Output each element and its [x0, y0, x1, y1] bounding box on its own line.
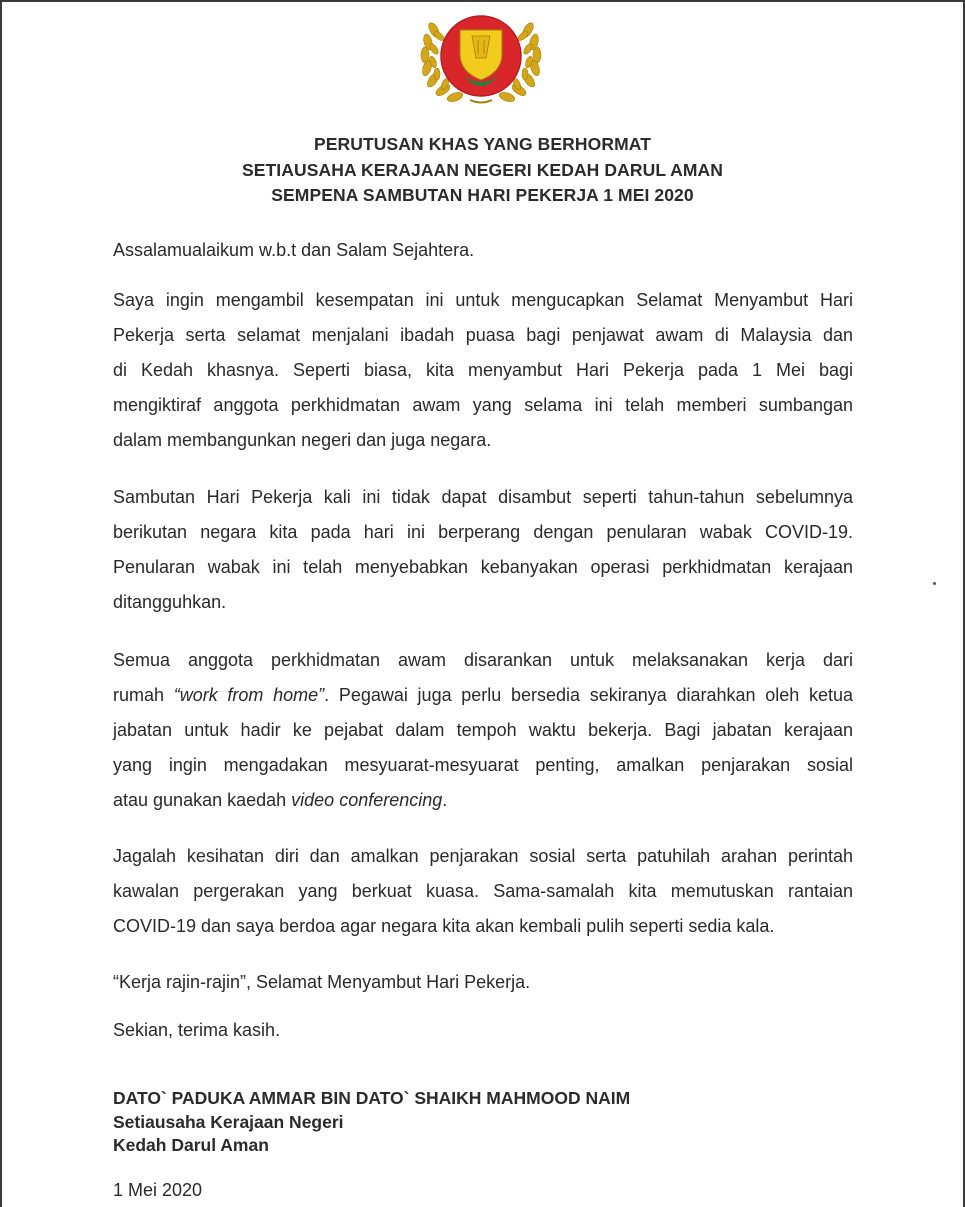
- paragraph-3: [113, 643, 853, 818]
- paragraph-4-line: COVID-19 dan saya berdoa agar negara kita akan kembali pulih seperti sedia kala.: [113, 916, 775, 936]
- paragraph-2-line: Sambutan Hari Pekerja kali ini tidak dapat disambut seperti tahun-tahun sebelumnya: [113, 487, 853, 507]
- paragraph-3-line: Semua anggota perkhidmatan awam disarankan untuk melaksanakan kerja dari: [113, 650, 853, 670]
- paragraph-3-line: [113, 678, 853, 713]
- paragraph-4: [113, 839, 853, 944]
- paragraph-1: [113, 283, 853, 458]
- paragraph-3-line: [113, 783, 853, 818]
- video-conferencing-phrase: video conferencing: [291, 790, 443, 810]
- closing-text: Sekian, terima kasih.: [113, 1020, 281, 1040]
- signatory-name: DATO` PADUKA AMMAR BIN DATO` SHAIKH MAHMOOD NAIM: [113, 1088, 631, 1108]
- letter-date: 1 Mei 2020: [113, 1180, 203, 1200]
- signatory-place: Kedah Darul Aman: [113, 1135, 269, 1155]
- paragraph-5: [113, 965, 853, 1000]
- closing: [113, 1013, 853, 1048]
- paragraph-3-text: . Pegawai juga perlu bersedia sekiranya diarahkan oleh ketua: [324, 685, 853, 705]
- title-line-3: SEMPENA SAMBUTAN HARI PEKERJA 1 MEI 2020: [271, 185, 694, 205]
- work-from-home-phrase: “work from home”: [173, 685, 325, 705]
- greeting: [113, 233, 853, 268]
- paragraph-1-line: Saya ingin mengambil kesempatan ini untuk mengucapkan Selamat Menyambut Hari: [113, 290, 853, 310]
- page-border-top: [0, 0, 965, 2]
- paragraph-2-line: Penularan wabak ini telah menyebabkan kebanyakan operasi perkhidmatan kerajaan: [113, 557, 853, 577]
- greeting-text: Assalamualaikum w.b.t dan Salam Sejahtera.: [113, 240, 475, 260]
- paragraph-4-line: Jagalah kesihatan diri dan amalkan penjarakan sosial serta patuhilah arahan perintah: [113, 846, 853, 866]
- scan-speck: [933, 582, 936, 585]
- title-line-2: SETIAUSAHA KERAJAAN NEGERI KEDAH DARUL AMAN: [241, 160, 724, 180]
- paragraph-1-line: mengiktiraf anggota perkhidmatan awam yang selama ini telah memberi sumbangan: [113, 395, 853, 415]
- signatory-position: Setiausaha Kerajaan Negeri: [113, 1112, 344, 1132]
- paragraph-2-line: berikutan negara kita pada hari ini berperang dengan penularan wabak COVID-19.: [113, 522, 853, 542]
- paragraph-5-text: “Kerja rajin-rajin”, Selamat Menyambut Hari Pekerja.: [113, 972, 531, 992]
- title-line-1: PERUTUSAN KHAS YANG BERHORMAT: [313, 134, 652, 154]
- paragraph-3-text: .: [442, 790, 448, 810]
- paragraph-3-line: jabatan untuk hadir ke pejabat dalam tempoh waktu bekerja. Bagi jabatan kerajaan: [113, 720, 853, 740]
- paragraph-3-text: rumah: [113, 685, 174, 705]
- paragraph-1-line: Pekerja serta selamat menjalani ibadah puasa bagi penjawat awam di Malaysia dan: [113, 325, 853, 345]
- paragraph-1-line: dalam membangunkan negeri dan juga negara.: [113, 430, 492, 450]
- kedah-state-crest-icon: [412, 6, 550, 106]
- paragraph-2-line: ditangguhkan.: [113, 592, 227, 612]
- paragraph-3-line: yang ingin mengadakan mesyuarat-mesyuarat penting, amalkan penjarakan sosial: [113, 755, 853, 775]
- paragraph-2: [113, 480, 853, 620]
- paragraph-3-text: atau gunakan kaedah: [113, 790, 292, 810]
- paragraph-4-line: kawalan pergerakan yang berkuat kuasa. Sama-samalah kita memutuskan rantaian: [113, 881, 853, 901]
- paragraph-1-line: di Kedah khasnya. Seperti biasa, kita menyambut Hari Pekerja pada 1 Mei bagi: [113, 360, 853, 380]
- page-border-left: [0, 0, 2, 1207]
